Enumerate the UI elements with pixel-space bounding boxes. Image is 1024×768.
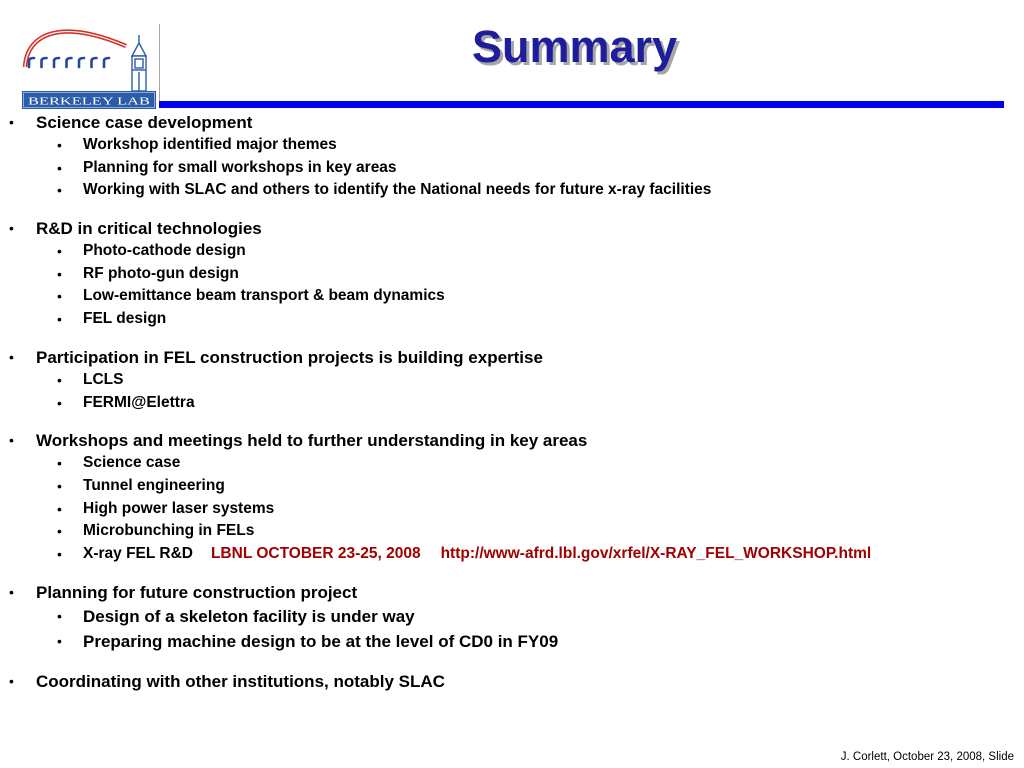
logo-text: BERKELEY LAB (28, 96, 150, 108)
logo-dome-arc-icon (25, 32, 126, 67)
sub-item (0, 308, 1000, 331)
bullet-section (0, 429, 1000, 565)
sub-item-text: FERMI@Elettra (83, 393, 195, 411)
section-heading (0, 217, 1000, 240)
bullet-icon: • (57, 137, 62, 153)
sub-item-text: Low-emittance beam transport & beam dynamics (83, 287, 445, 305)
bullet-section (0, 111, 1000, 202)
sub-item-text: Tunnel engineering (83, 476, 225, 494)
section-heading-text: Planning for future construction project (36, 582, 358, 602)
bullet-icon: • (9, 114, 14, 130)
bullet-icon: • (9, 432, 14, 449)
section-heading-text: Participation in FEL construction projects is building expertise (36, 347, 543, 367)
sub-item-text: FEL design (83, 310, 167, 328)
sub-item (0, 369, 1000, 392)
sub-item (0, 604, 1000, 630)
logo-window-mark-icon (92, 58, 97, 67)
bullet-icon: • (57, 311, 62, 328)
sub-item-text: Microbunching in FELs (83, 522, 255, 540)
logo-tower-icon (132, 35, 146, 91)
section-heading (0, 111, 1000, 134)
header-divider (159, 24, 160, 102)
logo-window-mark-icon (67, 58, 72, 67)
sub-item-text: Design of a skeleton facility is under way (83, 606, 415, 626)
sub-item-text: Workshop identified major themes (83, 136, 337, 153)
sub-item-text: Preparing machine design to be at the level of CD0 in FY09 (83, 632, 559, 652)
section-heading-text: Coordinating with other institutions, notably SLAC (36, 671, 445, 691)
sub-item-text: Working with SLAC and others to identify the National needs for future x-ray facilities (83, 181, 712, 199)
logo-window-mark-icon (54, 58, 59, 67)
bullet-icon: • (57, 633, 62, 650)
workshop-date-text: LBNL OCTOBER 23-25, 2008 (210, 544, 421, 562)
section-heading (0, 670, 1000, 693)
logo-window-mark-icon (29, 58, 34, 67)
header-rule (159, 101, 1004, 108)
bullet-section (0, 581, 1000, 655)
logo-window-mark-icon (79, 58, 84, 67)
bullet-icon: • (9, 672, 14, 689)
bullet-section (0, 346, 1000, 414)
sub-item (0, 157, 1000, 180)
sub-item-text: Photo-cathode design (83, 242, 246, 260)
sub-item (0, 475, 1000, 498)
section-heading-text: R&D in critical technologies (36, 219, 262, 239)
bullet-icon: • (57, 265, 62, 282)
slide-footer: J. Corlett, October 23, 2008, Slide (840, 751, 1014, 763)
bullet-icon: • (57, 545, 62, 562)
bullet-section (0, 217, 1000, 331)
section-heading-text: Workshops and meetings held to further understanding in key areas (36, 431, 588, 451)
bullet-icon: • (9, 220, 14, 237)
bullet-icon: • (57, 477, 62, 494)
bullet-icon: • (9, 348, 14, 365)
bullet-icon: • (57, 394, 62, 411)
section-heading (0, 346, 1000, 369)
sub-item (0, 263, 1000, 286)
logo-window-marks (29, 58, 109, 67)
bullet-icon: • (57, 371, 62, 388)
logo-window-mark-icon (42, 58, 47, 67)
logo-window-mark-icon (104, 58, 109, 67)
sub-item-text: RF photo-gun design (83, 264, 239, 282)
sub-item-text: High power laser systems (83, 499, 275, 517)
bullet-icon: • (57, 523, 62, 540)
bullet-icon: • (57, 607, 62, 624)
bullet-icon: • (57, 182, 62, 199)
bullet-icon: • (57, 288, 62, 305)
bullet-icon: • (57, 243, 62, 260)
section-heading (0, 581, 1000, 604)
bullet-icon: • (9, 583, 14, 600)
sub-item-text: Planning for small workshops in key areas (83, 158, 397, 176)
sub-item (0, 498, 1000, 521)
sub-item (0, 452, 1000, 475)
sub-item (0, 520, 1000, 543)
section-heading-text: Science case development (36, 113, 253, 132)
bullet-section (0, 670, 1000, 693)
sub-item (0, 285, 1000, 308)
bullet-icon: • (57, 500, 62, 517)
sub-item (0, 240, 1000, 263)
sub-item (0, 179, 1000, 202)
sub-item (0, 392, 1000, 415)
slide-title: Summary (472, 21, 678, 72)
bullet-icon: • (57, 455, 62, 472)
bullet-icon: • (57, 159, 62, 176)
sub-item (0, 134, 1000, 157)
workshop-link[interactable]: http://www-afrd.lbl.gov/xrfel/X-RAY_FEL_WORKSHOP.html (440, 544, 872, 562)
sub-item (0, 629, 1000, 655)
bullet-list (0, 111, 1000, 693)
sub-item-text: LCLS (83, 370, 124, 388)
sub-item (0, 543, 1000, 566)
section-heading (0, 429, 1000, 452)
berkeley-lab-logo (0, 0, 165, 115)
sub-item-text: Science case (83, 454, 181, 472)
sub-item-text: X-ray FEL R&D (83, 544, 193, 562)
